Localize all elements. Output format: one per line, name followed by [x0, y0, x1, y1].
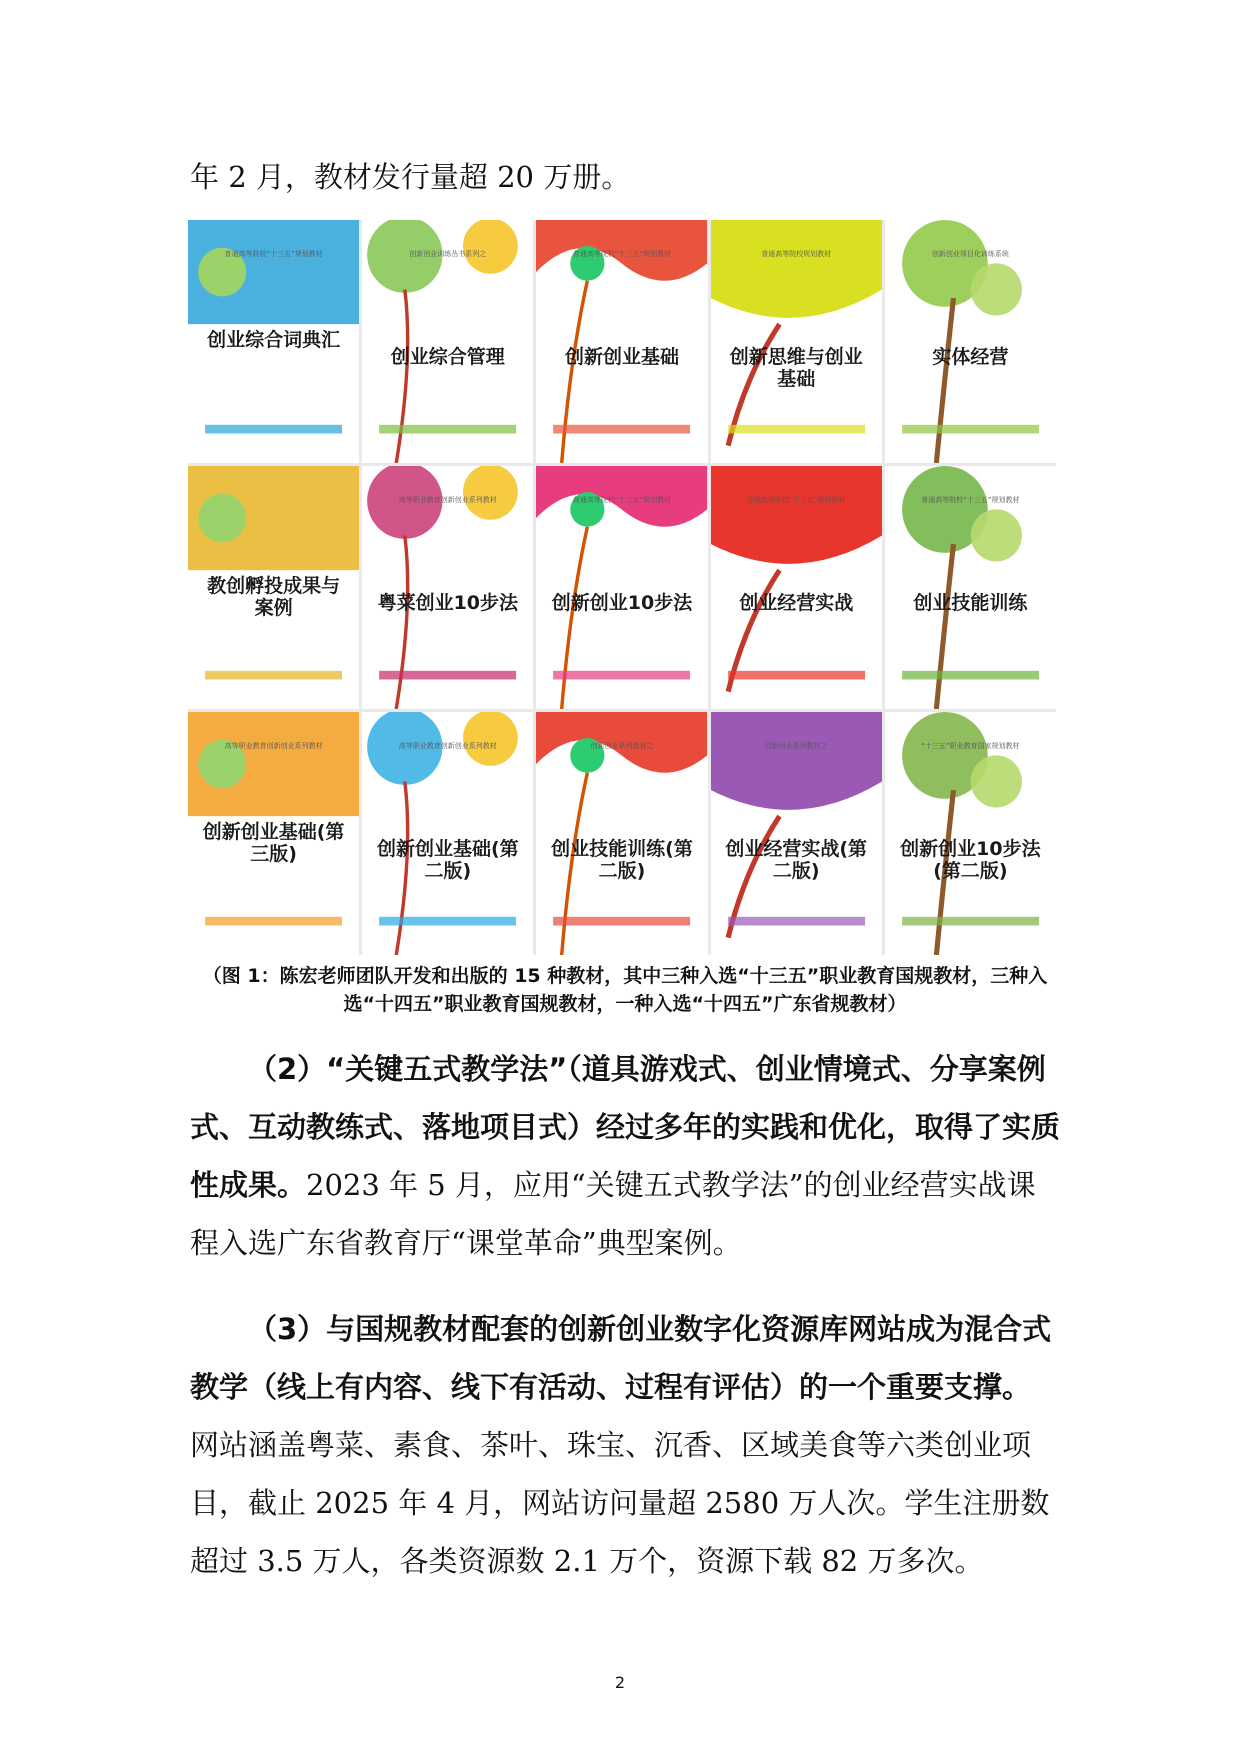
book-title: 创新思维与创业基础 [729, 346, 863, 391]
book-title: 创新创业10步法(第二版) [900, 838, 1041, 883]
book-title: 教创孵投成果与案例 [207, 575, 341, 620]
book-cover [188, 220, 359, 463]
book-cover [536, 712, 707, 955]
book-title: 粤菜创业10步法 [377, 592, 519, 615]
paragraph-3 [190, 1300, 1060, 1590]
paragraph-3-normal: 网站涵盖粤菜、素食、茶叶、珠宝、沉香、区域美食等六类创业项目，截止 2025 年 4 月，网站访问量超 2580 万人次。学生注册数超过 3.5 万人，各类资源数 2.1 万个，资源下载 82 万多次。 [190, 1428, 1050, 1578]
paragraph-2 [190, 1040, 1060, 1272]
book-cover [711, 220, 882, 463]
book-series-label: 创新创业训练丛书系列之 [409, 250, 487, 259]
book-cover [885, 466, 1056, 709]
book-title: 创新创业基础(第二版) [376, 838, 519, 883]
book-title: 创业经营实战(第二版) [725, 838, 868, 883]
book-cover [536, 466, 707, 709]
paragraph-3-bold: （3）与国规教材配套的创新创业数字化资源库网站成为混合式教学（线上有内容、线下有活动、过程有评估）的一个重要支撑。 [190, 1312, 1052, 1404]
book-title: 实体经营 [932, 346, 1009, 369]
book-series-label: 高等职业教育创新创业系列教材 [398, 496, 497, 505]
book-series-label: 普通高等院校“十三五”规划教材 [224, 250, 323, 259]
book-cover [885, 712, 1056, 955]
book-cover [536, 220, 707, 463]
book-title: 创新创业10步法 [551, 592, 693, 615]
book-series-label: 创新创业系列教材之 [590, 742, 654, 751]
page-number: 2 [614, 1673, 626, 1692]
book-series-label: 高等职业教育创新创业系列教材 [398, 742, 497, 751]
book-series-label: 普通高等院校“十三五”规划教材 [572, 250, 672, 259]
book-title: 创业技能训练(第二版) [551, 838, 693, 883]
book-cover [188, 466, 359, 709]
book-cover [188, 712, 359, 955]
book-title: 创业综合管理 [390, 346, 505, 369]
book-series-label: 普通高等院校“十三五”规划教材 [747, 496, 846, 505]
book-title: 创业技能训练 [913, 592, 1028, 615]
book-series-label: “十三五”职业教育国家规划教材 [921, 742, 1020, 751]
textbook-cover-grid [188, 220, 1056, 955]
book-cover [362, 712, 533, 955]
book-series-label: 高等职业教育创新创业系列教材 [224, 742, 323, 751]
book-cover [885, 220, 1056, 463]
paragraph-2-normal: 2023 年 5 月，应用“关键五式教学法”的创业经营实战课程入选广东省教育厅“课堂革命”典型案例。 [190, 1168, 1036, 1260]
book-series-label: 普通高等院校规划教材 [761, 250, 832, 259]
book-cover [711, 466, 882, 709]
book-title: 创新创业基础 [564, 346, 679, 369]
book-series-label: 创新创业系列教材之 [764, 742, 828, 751]
book-series-label: 普通高等院校“十三五”规划教材 [572, 496, 672, 505]
book-cover [362, 220, 533, 463]
book-series-label: 普通高等院校“十三五”规划教材 [921, 496, 1020, 505]
book-cover [711, 712, 882, 955]
book-series-label: 创新创业项目化训练系统 [931, 250, 1009, 259]
book-title: 创业综合词典汇 [207, 329, 341, 352]
paragraph-2-bold: （2）“关键五式教学法”（道具游戏式、创业情境式、分享案例式、互动教练式、落地项目式）经过多年的实践和优化，取得了实质性成果。 [190, 1052, 1061, 1202]
book-title: 创业经营实战 [739, 592, 854, 615]
book-cover [362, 466, 533, 709]
figure-caption: （图 1：陈宏老师团队开发和出版的 15 种教材，其中三种入选“十三五”职业教育国规教材，三种入选“十四五”职业教育国规教材，一种入选“十四五”广东省规教材） [202, 965, 1048, 1015]
intro-text: 年 2 月，教材发行量超 20 万册。 [190, 160, 631, 194]
book-title: 创新创业基础(第三版) [202, 821, 345, 866]
